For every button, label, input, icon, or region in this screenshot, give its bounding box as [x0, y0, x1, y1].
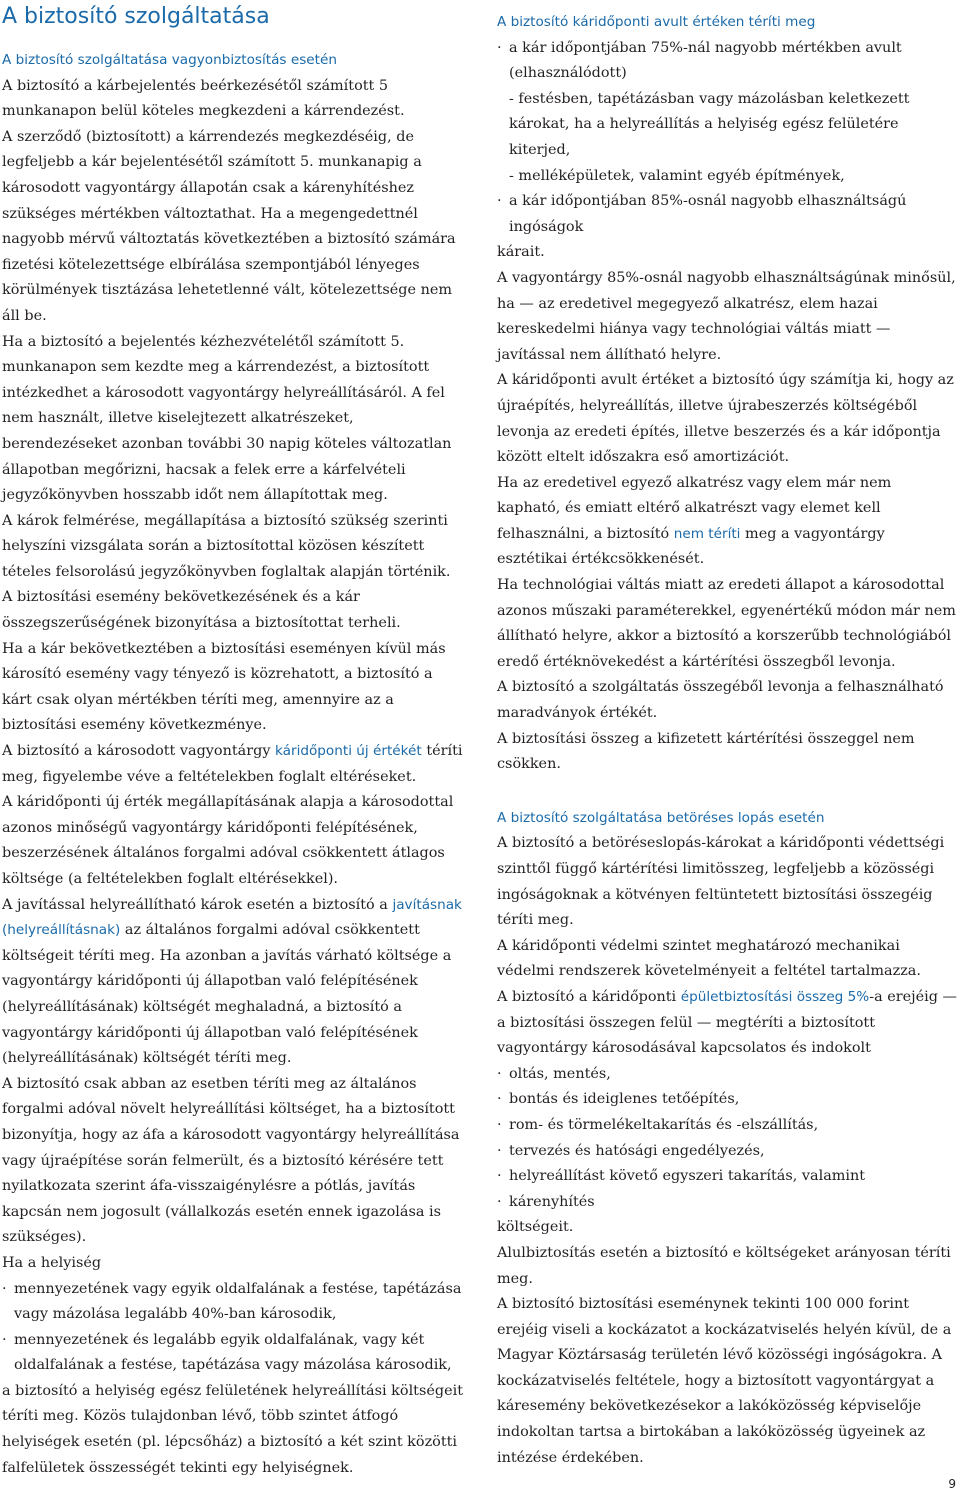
- paragraph: A biztosító a szolgáltatás összegéből levonja a felhasználható maradványok értékét.: [497, 679, 944, 722]
- list-item: · bontás és ideiglenes tetőépítés,: [497, 1087, 959, 1113]
- paragraph: Ha a biztosító a bejelentés kézhezvételétől számított 5. munkanapon sem kezdte meg a kárrendezést, a biztosított intézkedhet a károsodott vagyontárgy helyreállításáról. A fel nem használt, illetve kiselejtezett alkatrészeket, berendezéseket azonban további 30 napig köteles változatlan állapotban megőrizni, hacsak a felek erre a kárfelvételi jegyzőkönyvben hosszabb időt nem állapítottak meg.: [2, 333, 452, 504]
- paragraph: költségeit.: [497, 1219, 574, 1236]
- highlight-term: káridőponti új értékét: [275, 743, 422, 760]
- list-item: · mennyezetének vagy egyik oldalfalának a festése, tapétázása vagy mázolása legalább 40%-ban károsodik,: [2, 1277, 464, 1328]
- list-item: · helyreállítást követő egyszeri takarítás, valamint: [497, 1164, 959, 1190]
- paragraph: A biztosító a károsodott vagyontárgy káridőponti új értékét téríti meg, figyelembe véve a feltételekben foglalt eltéréseket.: [2, 743, 463, 785]
- list-subitem: - festésben, tapétázásban vagy mázolásban keletkezett károkat, ha a helyreállítás a helyiség egész felületére kiterjed,: [509, 90, 910, 158]
- paragraph: Ha a kár bekövetkeztében a biztosítási eseményen kívül más károsító esemény vagy tényező is közrehatott, a biztosító a kárt csak olyan mértékben téríti meg, amennyire az a biztosítási esemény következménye.: [2, 640, 446, 734]
- paragraph: A káridőponti avult értéket a biztosító úgy számítja ki, hogy az újraépítés, helyreállítás, illetve újrabeszerzés költségéből levonja az eredeti építés, illetve beszerzés és a kár időpontja között eltelt időszakra eső amortizációt.: [497, 372, 954, 466]
- paragraph: Alulbiztosítás esetén a biztosító e költségeket arányosan téríti meg.: [497, 1244, 951, 1287]
- bullet-list: [2, 1277, 464, 1379]
- bullet-list: [497, 1062, 959, 1216]
- page-title: A biztosító szolgáltatása: [2, 4, 270, 29]
- list-item: · a kár időpontjában 75%-nál nagyobb mértékben avult (elhasználódott): [497, 36, 959, 87]
- paragraph: A biztosító csak abban az esetben téríti meg az általános forgalmi adóval növelt helyreállítási költséget, ha a biztosított bizonyítja, hogy az áfa a károsodott vagyontárgy helyreállítása vagy újraépítése során felmerült, és a biztosító kérésére tett nyilatkozata szerint áfa-visszaigénylésre a pótlás, javítás kapcsán nem jogosult (vállalkozás esetén ennek igazolása is szükséges).: [2, 1075, 460, 1246]
- section-heading-property: A biztosító szolgáltatása vagyonbiztosítás esetén: [2, 52, 337, 68]
- paragraph: A károk felmérése, megállapítása a biztosító szükség szerinti helyszíni vizsgálata során a biztosítottal közösen készített tételes felsorolású jegyzőkönyvben foglaltak alapján történik.: [2, 512, 451, 580]
- paragraph: A biztosító a kárbejelentés beérkezésétől számított 5 munkanapon belül köteles megkezdeni a kárrendezést.: [2, 77, 405, 120]
- list-item: · a kár időpontjában 85%-osnál nagyobb elhasználtságú ingóságok: [497, 189, 959, 240]
- section-heading-burglary: A biztosító szolgáltatása betöréses lopás esetén: [497, 809, 825, 826]
- paragraph: kárait.: [497, 244, 545, 261]
- section-heading-depreciated: A biztosító káridőponti avult értéken téríti meg: [497, 14, 816, 30]
- list-item: · oltás, mentés,: [497, 1062, 959, 1088]
- highlight-term: nem téríti: [673, 525, 741, 542]
- paragraph: A káridőponti védelmi szintet meghatározó mechanikai védelmi rendszerek követelményeit a feltétel tartalmazza.: [497, 937, 921, 980]
- right-column: [497, 10, 959, 1471]
- paragraph: A biztosító biztosítási eseménynek tekinti 100 000 forint erejéig viseli a kockázatot a kockázatviselés helyén kívül, de a Magyar Köztársaság területén lévő közösségi ingóságokra. A kockázatviselés feltétele, hogy a biztosított vagyontárgyat a káresemény bekövetkezésekor a lakóközösség képviselője indokoltan tartsa a birtokában a lakóközösség ügyeinek az intézése érdekében.: [497, 1296, 952, 1466]
- left-column: [2, 2, 464, 1481]
- list-item: · kárenyhítés: [497, 1190, 959, 1216]
- paragraph: A biztosító a káridőponti épületbiztosítási összeg 5%-a erejéig — a biztosítási összegen felül — megtéríti a biztosított vagyontárgy károsodásával kapcsolatos és indokolt: [497, 988, 957, 1057]
- paragraph: A biztosítási összeg a kifizetett kártérítési összeggel nem csökken.: [497, 730, 915, 773]
- paragraph: Ha technológiai váltás miatt az eredeti állapot a károsodottal azonos műszaki paraméterekkel, egyenértékű módon már nem állítható helyre, akkor a biztosító a korszerűbb technológiából eredő értéknövekedést a kártérítési összegből levonja.: [497, 577, 956, 670]
- bullet-list: [497, 36, 959, 241]
- paragraph: A káridőponti új érték megállapításának alapja a károsodottal azonos minőségű vagyontárgy káridőponti felépítésének, beszerzésének általános forgalmi adóval csökkentett átlagos költsége (a feltételekben foglalt eltérésekkel).: [2, 794, 454, 887]
- list-subitem: - melléképületek, valamint egyéb építmények,: [509, 167, 845, 184]
- paragraph: A javítással helyreállítható károk esetén a biztosító a javításnak (helyreállításnak) az általános forgalmi adóval csökkentett költségeit téríti meg. Ha azonban a javítás várható költsége a vagyontárgy káridőponti új állapotban való felépítésének (helyreállításának) költségét meghaladná, a biztosító a vagyontárgy káridőponti új állapotban való felépítésének (helyreállításának) költségét téríti meg.: [2, 896, 462, 1067]
- paragraph: Ha a helyiség: [2, 1254, 102, 1271]
- paragraph: A biztosító a betöréseslopás-károkat a káridőponti védettségi szinttől függő kártérítési limitösszeg, legfeljebb a közösségi ingóságoknak a kötvényen feltüntetett biztosítási összegéig téríti meg.: [497, 835, 945, 929]
- paragraph: A biztosítási esemény bekövetkezésének és a kár összegszerűségének bizonyítása a biztosítottat terheli.: [2, 589, 401, 632]
- page-number: 9: [948, 1477, 956, 1491]
- highlight-term: épületbiztosítási összeg 5%: [680, 988, 870, 1005]
- paragraph: A szerződő (biztosított) a kárrendezés megkezdéséig, de legfeljebb a kár bejelentésétől számított 5. munkanapig a károsodott vagyontárgy állapotán csak a kárenyhítéshez szükséges mértékben változtathat. Ha a megengedettnél nagyobb mérvű változtatás következtében a biztosító számára fizetési kötelezettsége elbírálása szempontjából lényeges körülmények tisztázása lehetetlenné vált, kötelezettsége nem áll be.: [2, 128, 456, 324]
- paragraph: A vagyontárgy 85%-osnál nagyobb elhasználtságúnak minősül, ha — az eredetivel megegyező alkatrész, elem hazai kereskedelmi hiánya vagy technológiai váltás miatt — javítással nem állítható helyre.: [497, 269, 956, 363]
- list-item: · tervezés és hatósági engedélyezés,: [497, 1139, 959, 1165]
- paragraph: a biztosító a helyiség egész felületének helyreállítási költségeit téríti meg. Közös tulajdonban lévő, több szintet átfogó helyiségek esetén (pl. lépcsőház) a biztosító a két szint közötti falfelületek összességét tekinti egy helyiségnek.: [2, 1382, 463, 1476]
- highlight-term: javításnak (helyreállításnak): [2, 896, 462, 939]
- list-item: · mennyezetének és legalább egyik oldalfalának, vagy két oldalfalának a festése, tapétázása vagy mázolása károsodik,: [2, 1328, 464, 1379]
- paragraph: Ha az eredetivel egyező alkatrész vagy elem már nem kapható, és emiatt eltérő alkatrészt vagy elemet kell felhasználni, a biztosító nem téríti meg a vagyontárgy esztétikai értékcsökkenését.: [497, 474, 892, 568]
- list-item: · rom- és törmelékeltakarítás és -elszállítás,: [497, 1113, 959, 1139]
